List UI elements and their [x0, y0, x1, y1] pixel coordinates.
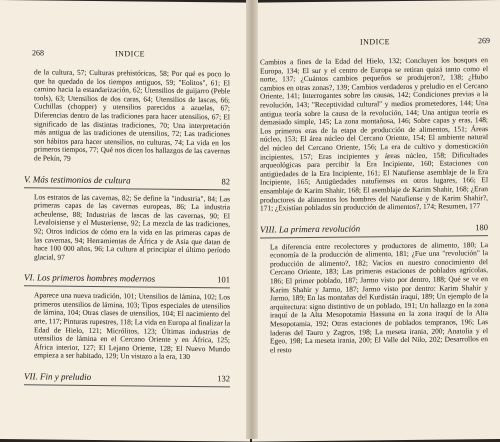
- right-intro-text: Cambios a fines de la Edad del Hielo, 132; Concluyen los bosques en Europa, 134; El sur y el centro de Europa se retiran quizá tanto como el norte, 137; ¿Cuántos cambios pequeños se produjeron?, 138; ¿Hubo cambios en otras zonas?, 139; Cambios verdaderos y preludio en el Cercano Oriente, 141; Interrogantes sobre las causas, 142; Condiciones previas a la revolución, 143; "Receptividad cultural" y medios prometedores, 144; Una antigua teoría sobre la causa de la revolución, 144; Una antigua teoría es demasiado simple, 145; La zona montañosa, 146; Sobre capas y eras, 148; Los primeros eras de la etapa de producción de alimentos, 151; Áreas núcleo, 153; El área núcleo del Cercano Oriente, 154; El ambiente natural del núcleo del Cercano Oriente, 156; La era de cultivo y domesticación incipientes, 157; Eras incipientes y áreas núcleo, 158; Dificultades arqueológicas para percibir la Era Incipiente, 160; Estaciones con antigüedades de la Era Incipiente, 161; El Natufiense asemblaje de la Era Incipiente, 165; Antigüedades natufienses en otros lugares, 166; El ensamblaje de Karim Shahir, 168; El asemblaje de Karim Shahir, 168; ¿Eran productores de alimentos los hombres del Natufiense y de Karim Shahir?, 171; ¿Existían poblados sin producción de alimentos?, 174; Resumen, 177: [260, 55, 488, 213]
- section-8-label: VIII. La primera revolución: [260, 223, 361, 235]
- left-page-number: 268: [32, 48, 44, 58]
- section-7-label: VII. Fin y preludio: [24, 371, 92, 382]
- left-header: [22, 48, 238, 59]
- section-6-rule: [24, 286, 230, 289]
- section-5-label: V. Más testimonios de cultura: [24, 173, 131, 185]
- section-7-heading: [24, 371, 230, 383]
- section-5-heading: [24, 174, 230, 186]
- section-8-rule: [260, 235, 488, 238]
- left-page-title: INDICE: [114, 49, 146, 59]
- section-6-heading: [24, 273, 230, 285]
- right-page-number: 269: [478, 36, 490, 46]
- right-header: [260, 36, 490, 47]
- section-8-text: La diferencia entre recolectores y productores de alimento, 180; La economía de la producción de alimento, 181; ¿Fue una "revolución" la producción de alimento?, 182; Vacíos en nuestro conocimiento del Cercano Oriente, 183; Las primeras estaciones de poblados agrícolas, 186; El primer poblado, 187; Jarmo visto por dentro, 188; Qué se ve en Karim Shahir y Jarmo, 187; Jarmo visto por dentro: Karim Shahir y Jarmo, 189; En las montañas del Kurdistán iraquí, 189; Un ejemplo de la arquitectura: signo distintivo de un poblado, 191; Un hallazgo en la zona iraquí de la Alta Mesopotamia Hassuna en la zona iraquí de la Alta Mesopotamia, 192; Otras estaciones de poblados tempranos, 196; Las laderas del Tauro y Zagros, 198; La meseta irania, 200; Anatolia y el Egeo, 198; La meseta irania, 200; El Valle del Nilo, 202; Desarrollos en el resto: [270, 239, 488, 355]
- section-8-heading: [260, 222, 488, 234]
- section-5-page: 82: [221, 175, 230, 186]
- section-5-rule: [24, 187, 230, 190]
- left-intro-text: de la cultura, 57; Culturas prehistóricas, 58; Por qué es poco lo que ha quedado de los tiempos antiguos, 59; "Eolitos", 61; El camino hacia la estandarización, 62; Utensilios de guijarro (Peble tools), 63; Utensilios de dos caras, 64; Utensilios de lascas, 66; Cuchillas (chopper) y utensilios parecidos a azuelas, 67; Diferencias dentro de las tradiciones para hacer utensilios, 67; El significado de las distintas tradiciones, 70; Una interpretación más antigua de las tradiciones de utensilios, 72; Las tradiciones son hábitos para hacer utensilios, no culturas, 74; La vida en los primeros tiempos, 77; Qué nos dicen los hallazgos de las cavernas de Pekín, 79: [34, 67, 230, 163]
- section-7-rule: [24, 384, 230, 387]
- section-8-page: 180: [475, 221, 488, 232]
- right-page: [252, 0, 500, 442]
- section-6-page: 101: [217, 274, 230, 285]
- book-gutter: [246, 0, 258, 439]
- right-page-title: INDICE: [359, 37, 391, 47]
- section-6-label: VI. Los primeros hombres modernos: [24, 272, 156, 284]
- section-5-text: Los estratos de las cavernas, 82; Se define la "industria", 84; Las primeras capas de las cavernas europeas, 86; La industria acheulense, 88; Industrias de lascas de las cavernas, 90; El Levaloisiense y el Musteriense, 92; La mezcla de las tradiciones, 92; Otros indicios de cómo era la vida en las primeras capas de las cavernas, 94; Herramientas de África y de Asia que datan de hace 100 000 años, 96; La cultura al principiar el último período glacial, 97: [34, 191, 230, 262]
- section-6-text: Aparece una nueva tradición, 101; Utensilios de lámina, 102; Los primeros utensilios de lámina, 103; Tipos especiales de utensilios de lámina, 104; Otras clases de utensilios, 104; El nacimiento del arte, 117; Pinturas rupestres, 118; La vida en Europa al finalizar la Edad de Hielo, 121; Micrólitos, 123; Últimas industrias de utensilios de lámina en el Cercano Oriente y en África, 125; África interior, 127; El Lejano Oriente, 128; El Nuevo Mundo empieza a ser habitado, 129; Un vistazo a la era, 130: [34, 290, 230, 362]
- section-7-page: 132: [217, 373, 230, 384]
